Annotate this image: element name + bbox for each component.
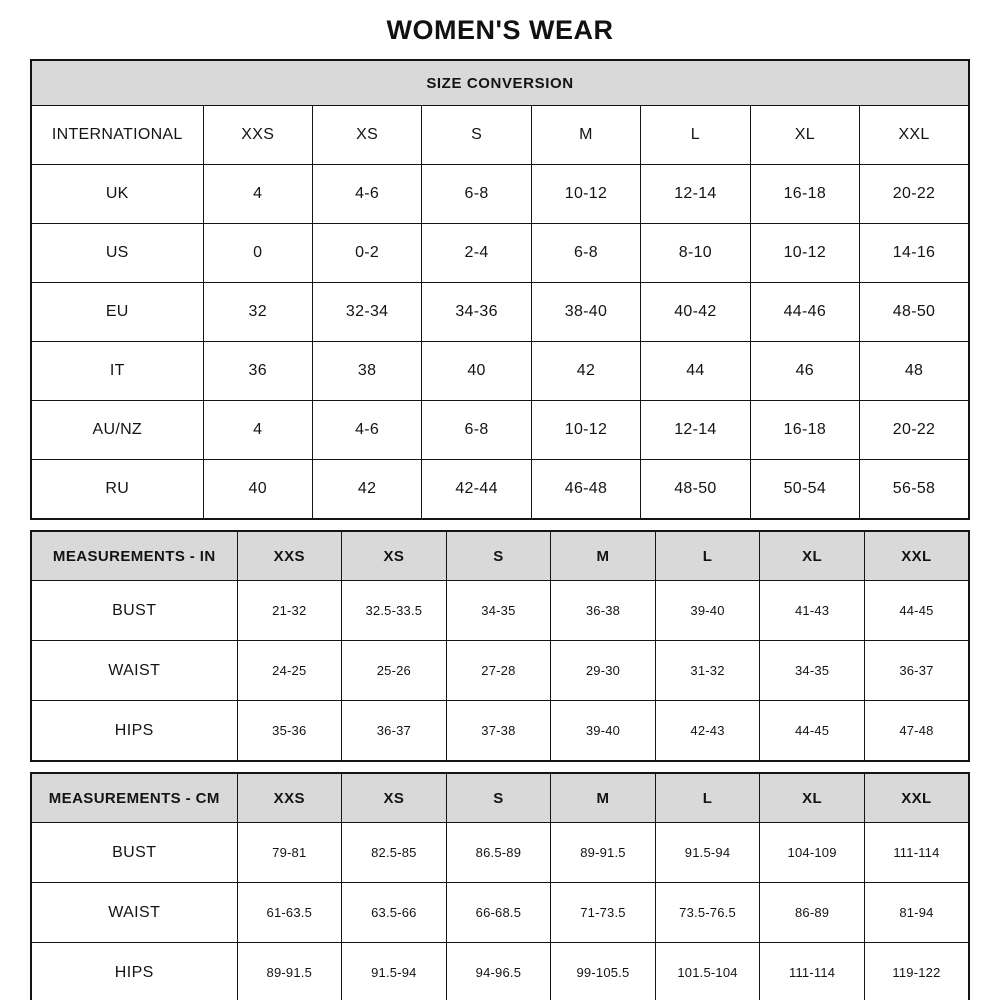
- table-cell: 44-45: [864, 581, 969, 641]
- table-row: [31, 581, 969, 641]
- column-header: M: [551, 531, 656, 581]
- table-cell: 39-40: [551, 701, 656, 762]
- table-cell: 44: [641, 342, 750, 401]
- table-cell: 4: [203, 165, 312, 224]
- measurements-cm-table: [30, 772, 970, 1000]
- table-title: MEASUREMENTS - CM: [31, 773, 237, 823]
- table-cell: 8-10: [641, 224, 750, 283]
- table-row: [31, 943, 969, 1000]
- table-cell: 40: [422, 342, 531, 401]
- table-row: [31, 401, 969, 460]
- table-cell: 61-63.5: [237, 883, 342, 943]
- row-label: UK: [31, 165, 203, 224]
- table-cell: 29-30: [551, 641, 656, 701]
- table-cell: 47-48: [864, 701, 969, 762]
- table-cell: 16-18: [750, 401, 859, 460]
- table-cell: 12-14: [641, 165, 750, 224]
- table-cell: 39-40: [655, 581, 760, 641]
- table-cell: 101.5-104: [655, 943, 760, 1000]
- column-header: XXL: [864, 531, 969, 581]
- table-cell: 48: [860, 342, 969, 401]
- table-cell: 6-8: [422, 165, 531, 224]
- table-cell: 73.5-76.5: [655, 883, 760, 943]
- table-cell: 44-45: [760, 701, 865, 762]
- row-label: WAIST: [31, 641, 237, 701]
- row-label: HIPS: [31, 943, 237, 1000]
- table-row: [31, 224, 969, 283]
- row-label: BUST: [31, 823, 237, 883]
- table-cell: 42: [312, 460, 421, 520]
- table-cell: 81-94: [864, 883, 969, 943]
- table-cell: 36-37: [864, 641, 969, 701]
- row-label: US: [31, 224, 203, 283]
- table-cell: 10-12: [750, 224, 859, 283]
- table-row: [31, 283, 969, 342]
- column-header: M: [531, 106, 640, 165]
- table-cell: 16-18: [750, 165, 859, 224]
- table-title: SIZE CONVERSION: [31, 60, 969, 106]
- table-cell: 71-73.5: [551, 883, 656, 943]
- table-row: [31, 165, 969, 224]
- row-label: AU/NZ: [31, 401, 203, 460]
- table-cell: 119-122: [864, 943, 969, 1000]
- row-label: EU: [31, 283, 203, 342]
- table-cell: 38: [312, 342, 421, 401]
- table-cell: 31-32: [655, 641, 760, 701]
- table-title: MEASUREMENTS - IN: [31, 531, 237, 581]
- column-header: XL: [760, 531, 865, 581]
- column-header: XL: [760, 773, 865, 823]
- column-header: XXS: [237, 773, 342, 823]
- table-cell: 27-28: [446, 641, 551, 701]
- table-cell: 91.5-94: [655, 823, 760, 883]
- column-header: XS: [342, 531, 447, 581]
- table-cell: 2-4: [422, 224, 531, 283]
- row-label: IT: [31, 342, 203, 401]
- table-cell: 82.5-85: [342, 823, 447, 883]
- table-row: [31, 641, 969, 701]
- table-cell: 41-43: [760, 581, 865, 641]
- table-cell: 25-26: [342, 641, 447, 701]
- table-cell: 48-50: [641, 460, 750, 520]
- column-header: L: [655, 773, 760, 823]
- column-header: S: [446, 773, 551, 823]
- table-cell: 36: [203, 342, 312, 401]
- table-cell: 24-25: [237, 641, 342, 701]
- column-header: S: [446, 531, 551, 581]
- table-cell: 4-6: [312, 401, 421, 460]
- table-cell: 12-14: [641, 401, 750, 460]
- table-row: [31, 342, 969, 401]
- table-cell: 91.5-94: [342, 943, 447, 1000]
- row-header-label: INTERNATIONAL: [31, 106, 203, 165]
- table-cell: 86.5-89: [446, 823, 551, 883]
- column-header: L: [641, 106, 750, 165]
- column-header: XXL: [864, 773, 969, 823]
- table-cell: 50-54: [750, 460, 859, 520]
- table-cell: 89-91.5: [551, 823, 656, 883]
- row-label: RU: [31, 460, 203, 520]
- table-cell: 89-91.5: [237, 943, 342, 1000]
- table-cell: 79-81: [237, 823, 342, 883]
- table-cell: 32: [203, 283, 312, 342]
- column-header: S: [422, 106, 531, 165]
- table-cell: 10-12: [531, 401, 640, 460]
- table-cell: 10-12: [531, 165, 640, 224]
- table-cell: 40-42: [641, 283, 750, 342]
- table-cell: 37-38: [446, 701, 551, 762]
- table-cell: 48-50: [860, 283, 969, 342]
- table-cell: 56-58: [860, 460, 969, 520]
- table-cell: 86-89: [760, 883, 865, 943]
- column-header: XS: [312, 106, 421, 165]
- table-cell: 46: [750, 342, 859, 401]
- table-cell: 34-35: [446, 581, 551, 641]
- table-cell: 34-36: [422, 283, 531, 342]
- column-header: M: [551, 773, 656, 823]
- page-title: WOMEN'S WEAR: [386, 15, 614, 45]
- column-header: L: [655, 531, 760, 581]
- table-cell: 66-68.5: [446, 883, 551, 943]
- table-row: [31, 823, 969, 883]
- table-cell: 63.5-66: [342, 883, 447, 943]
- column-header: XS: [342, 773, 447, 823]
- table-cell: 36-38: [551, 581, 656, 641]
- table-cell: 20-22: [860, 165, 969, 224]
- table-cell: 4: [203, 401, 312, 460]
- column-header: XXS: [237, 531, 342, 581]
- measurements-in-table: [30, 530, 970, 762]
- table-cell: 111-114: [760, 943, 865, 1000]
- table-cell: 42: [531, 342, 640, 401]
- table-cell: 32-34: [312, 283, 421, 342]
- table-row: [31, 460, 969, 520]
- table-cell: 6-8: [531, 224, 640, 283]
- table-cell: 36-37: [342, 701, 447, 762]
- table-cell: 40: [203, 460, 312, 520]
- table-cell: 35-36: [237, 701, 342, 762]
- table-cell: 94-96.5: [446, 943, 551, 1000]
- table-cell: 4-6: [312, 165, 421, 224]
- column-header: XXL: [860, 106, 969, 165]
- column-header: XL: [750, 106, 859, 165]
- table-cell: 42-44: [422, 460, 531, 520]
- table-cell: 46-48: [531, 460, 640, 520]
- table-row: [31, 883, 969, 943]
- table-cell: 42-43: [655, 701, 760, 762]
- size-conversion-table: [30, 59, 970, 520]
- table-cell: 111-114: [864, 823, 969, 883]
- table-cell: 0-2: [312, 224, 421, 283]
- row-label: HIPS: [31, 701, 237, 762]
- table-cell: 38-40: [531, 283, 640, 342]
- table-cell: 104-109: [760, 823, 865, 883]
- table-cell: 32.5-33.5: [342, 581, 447, 641]
- table-cell: 0: [203, 224, 312, 283]
- table-row: [31, 701, 969, 762]
- row-label: WAIST: [31, 883, 237, 943]
- row-label: BUST: [31, 581, 237, 641]
- table-cell: 20-22: [860, 401, 969, 460]
- table-cell: 21-32: [237, 581, 342, 641]
- table-cell: 44-46: [750, 283, 859, 342]
- column-header: XXS: [203, 106, 312, 165]
- table-cell: 99-105.5: [551, 943, 656, 1000]
- table-cell: 34-35: [760, 641, 865, 701]
- table-cell: 6-8: [422, 401, 531, 460]
- table-cell: 14-16: [860, 224, 969, 283]
